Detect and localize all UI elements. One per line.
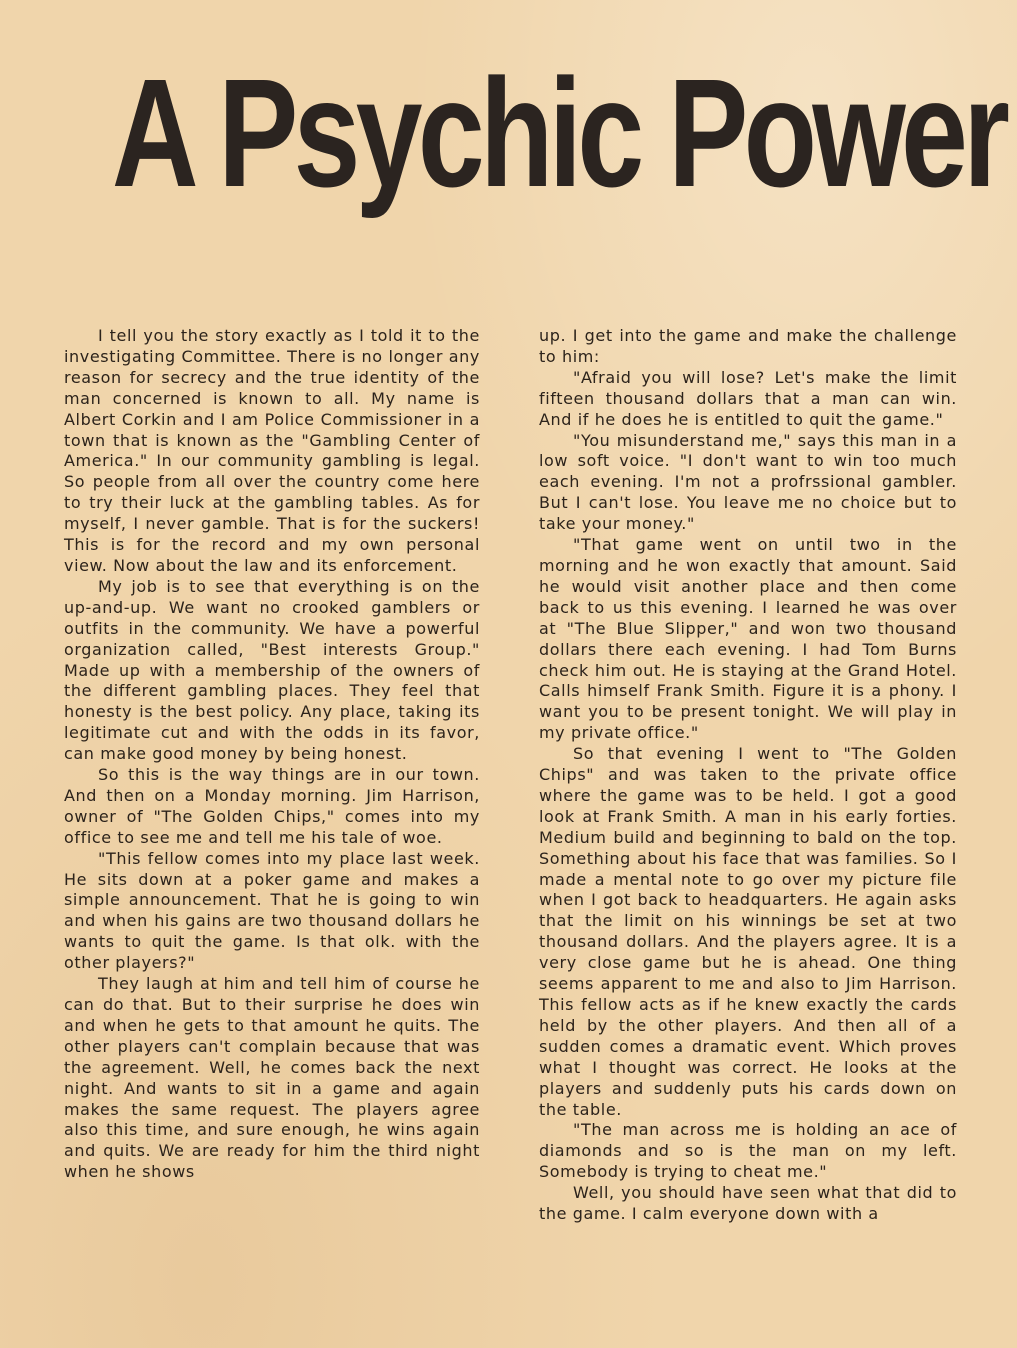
paragraph: So that evening I went to "The Golden Chips" and was taken to the private office where the game was to be held. I got a good look at Frank Smith. A man in his early forties. Medium build and beginning to bald on the top. Something about his face that was families. So I made a mental note to go over my picture file when I got back to headquarters. He again asks that the limit on his winnings be set at two thousand dollars. And the players agree. It is a very close game but he is ahead. One thing seems apparent to me and also to Jim Harrison. This fellow acts as if he knew exactly the cards held by the other players. And then all of a sudden comes a dramatic event. Which proves what I thought was correct. He looks at the players and suddenly puts his cards down on the table. (539, 744, 957, 1119)
paragraph: So this is the way things are in our town. And then on a Monday morning. Jim Harrison, owner of "The Golden Chips," comes into my office to see me and tell me his tale of woe. (64, 765, 480, 847)
paragraph: "This fellow comes into my place last week. He sits down at a poker game and makes a simple announcement. That he is going to win and when his gains are two thousand dollars he wants to quit the game. Is that olk. with the other players?" (64, 848, 480, 973)
paragraph: Well, you should have seen what that did to the game. I calm everyone down with a (539, 1183, 957, 1224)
left-column (64, 326, 480, 1183)
paragraph: "That game went on until two in the morning and he won exactly that amount. Said he would visit another place and then come back to us this evening. I learned he was over at "The Blue Slipper," and won two thousand dollars there each evening. I had Tom Burns check him out. He is staying at the Grand Hotel. Calls himself Frank Smith. Figure it is a phony. I want you to be present tonight. We will play in my private office." (539, 535, 957, 743)
paragraph: "Afraid you will lose? Let's make the limit fifteen thousand dollars that a man can win. And if he does he is entitled to quit the game." (539, 367, 957, 429)
page-title: A Psychic Power (111, 47, 1006, 219)
paragraph: "You misunderstand me," says this man in a low soft voice. "I don't want to win too much each evening. I'm not a profrssional gambler. But I can't lose. You leave me no choice but to take your money." (539, 430, 957, 534)
paragraph: They laugh at him and tell him of course he can do that. But to their surprise he does win and when he gets to that amount he quits. The other players can't complain because that was the agreement. Well, he comes back the next night. And wants to sit in a game and again makes the same request. The players agree also this time, and sure enough, he wins again and quits. We are ready for him the third night when he shows (64, 974, 480, 1182)
paragraph: I tell you the story exactly as I told it to the investigating Committee. There is no longer any reason for secrecy and the true identity of the man concerned is known to all. My name is Albert Corkin and I am Police Commissioner in a town that is known as the "Gambling Center of America." In our community gambling is legal. So people from all over the country come here to try their luck at the gambling tables. As for myself, I never gamble. That is for the suckers! This is for the record and my own personal view. Now about the law and its enforcement. (64, 326, 480, 575)
paragraph: "The man across me is holding an ace of diamonds and so is the man on my left. Somebody is trying to cheat me." (539, 1120, 957, 1182)
paragraph: My job is to see that everything is on the up-and-up. We want no crooked gamblers or outfits in the community. We have a powerful organization called, "Best interests Group." Made up with a membership of the owners of the different gambling places. They feel that honesty is the best policy. Any place, taking its legitimate cut and with the odds in its favor, can make good money by being honest. (64, 576, 480, 764)
right-column (539, 326, 957, 1225)
paragraph: up. I get into the game and make the challenge to him: (539, 326, 957, 366)
